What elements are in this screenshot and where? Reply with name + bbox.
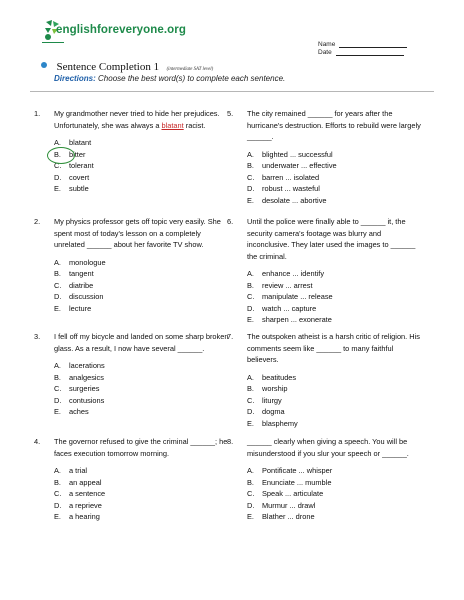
answer-option-e[interactable]: E. a hearing [54, 512, 100, 521]
answer-option-d[interactable]: D. robust ... wasteful [247, 184, 320, 193]
answer-option-c[interactable]: C. a sentence [54, 489, 106, 498]
question-3 [34, 331, 232, 418]
date-label: Date [318, 49, 332, 56]
answer-option-d[interactable]: D. Murmur ... drawl [247, 500, 316, 510]
answer-option-c[interactable]: C. barren ... isolated [247, 172, 320, 182]
answer-options [247, 149, 425, 207]
answer-options [247, 372, 425, 430]
question-number: 2. [34, 217, 41, 226]
question-stem: ______ clearly when giving a speech. You will be misunderstood if you slur your speech or ______. [247, 437, 409, 458]
question-number: 6. [227, 217, 234, 226]
answer-option-e[interactable]: E. subtle [54, 184, 89, 193]
question-number: 5. [227, 109, 234, 118]
question-stem: The outspoken atheist is a harsh critic of religion. His comments seem like ______ to many faithful believers. [247, 332, 420, 364]
question-number: 3. [34, 332, 41, 341]
answer-option-b[interactable]: B. review ... arrest [247, 280, 313, 290]
answer-option-b[interactable]: B. underwater ... effective [247, 161, 337, 170]
question-stem: I fell off my bicycle and landed on some sharp broken glass. As a result, I now have several ______. [54, 332, 229, 353]
logo-text: englishforeveryone.org [56, 24, 187, 36]
answer-option-a[interactable]: A. blatant [54, 138, 92, 147]
answer-option-b[interactable]: B. bitter [54, 149, 86, 159]
answer-option-a[interactable]: A. monologue [54, 257, 106, 267]
site-logo[interactable] [42, 12, 202, 48]
answer-options [54, 137, 232, 195]
question-number: 1. [34, 109, 41, 118]
answer-option-c[interactable]: C. manipulate ... release [247, 292, 333, 301]
answer-option-a[interactable]: A. a trial [54, 466, 88, 475]
answer-option-c[interactable]: C. liturgy [247, 395, 282, 405]
answer-options [54, 465, 232, 523]
question-6 [227, 216, 425, 326]
selected-answer-circle [47, 147, 75, 164]
date-line[interactable] [336, 49, 404, 56]
question-1 [34, 108, 232, 195]
name-field[interactable] [318, 41, 407, 48]
answer-options [54, 360, 232, 418]
directions-text: Choose the best word(s) to complete each sentence. [98, 74, 286, 83]
question-5 [227, 108, 425, 206]
highlighted-word: blatant [161, 120, 184, 130]
answer-option-d[interactable]: D. covert [54, 172, 90, 182]
question-stem: My physics professor gets off topic very easily. She spent most of today's lesson on a completely unrelated ______ about her favorite TV show. [54, 217, 221, 249]
name-line[interactable] [339, 41, 407, 48]
answer-options [247, 465, 425, 523]
answer-option-e[interactable]: E. desolate ... abortive [247, 195, 327, 205]
header-divider [30, 91, 434, 92]
answer-option-a[interactable]: A. Pontificate ... whisper [247, 466, 333, 475]
bullet-icon [41, 62, 47, 68]
answer-option-c[interactable]: C. surgeries [54, 384, 100, 393]
answer-option-b[interactable]: B. an appeal [54, 477, 102, 487]
question-4 [34, 436, 232, 523]
date-field[interactable] [318, 49, 404, 56]
answer-option-b[interactable]: B. worship [247, 384, 288, 393]
answer-option-a[interactable]: A. enhance ... identify [247, 269, 325, 278]
answer-option-d[interactable]: D. dogma [247, 407, 285, 416]
answer-option-d[interactable]: D. watch ... capture [247, 303, 317, 313]
answer-option-d[interactable]: D. discussion [54, 292, 104, 301]
worksheet-title: Sentence Completion 1 [56, 61, 160, 73]
answer-option-a[interactable]: A. blighted ... successful [247, 149, 333, 159]
question-stem: Until the police were finally able to ______ it, the security camera's footage was blurry and inconclusive. They later used the images to ______ the criminal. [247, 217, 416, 261]
answer-option-d[interactable]: D. contusions [54, 395, 105, 405]
question-stem: The city remained ______ for years after the hurricane's destruction. Efforts to rebuild were largely ______. [247, 109, 421, 141]
answer-option-d[interactable]: D. a reprieve [54, 500, 102, 510]
answer-option-b[interactable]: B. tangent [54, 269, 94, 278]
answer-option-a[interactable]: A. lacerations [54, 361, 105, 370]
question-2 [34, 216, 232, 314]
question-number: 4. [34, 437, 41, 446]
answer-option-c[interactable]: C. diatribe [54, 280, 94, 290]
answer-options [54, 257, 232, 315]
logo-underline [42, 42, 64, 43]
question-stem: The governor refused to give the criminal ______; he faces execution tomorrow morning. [54, 437, 228, 458]
answer-option-e[interactable]: E. Blather ... drone [247, 512, 315, 521]
answer-option-e[interactable]: E. lecture [54, 303, 92, 313]
name-label: Name [318, 41, 336, 48]
answer-option-c[interactable]: C. Speak ... articulate [247, 489, 324, 498]
question-number: 7. [227, 332, 234, 341]
answer-options [247, 268, 425, 326]
level-note: (intermediate SAT level) [166, 67, 214, 72]
answer-option-e[interactable]: E. aches [54, 407, 89, 416]
question-7 [227, 331, 425, 429]
answer-option-e[interactable]: E. blasphemy [247, 418, 298, 428]
question-8 [227, 436, 425, 523]
question-stem: My grandmother never tried to hide her prejudices. Unfortunately, she was always a blatant racist. [54, 109, 220, 130]
answer-option-a[interactable]: A. beatitudes [247, 372, 297, 382]
answer-option-e[interactable]: E. sharpen ... exonerate [247, 315, 332, 324]
directions [54, 74, 285, 83]
answer-option-c[interactable]: C. tolerant [54, 161, 94, 170]
directions-label: Directions: [54, 74, 96, 83]
answer-option-b[interactable]: B. Enunciate ... mumble [247, 477, 332, 487]
worksheet-title-row [41, 57, 213, 75]
question-number: 8. [227, 437, 234, 446]
answer-option-b[interactable]: B. analgesics [54, 372, 104, 382]
